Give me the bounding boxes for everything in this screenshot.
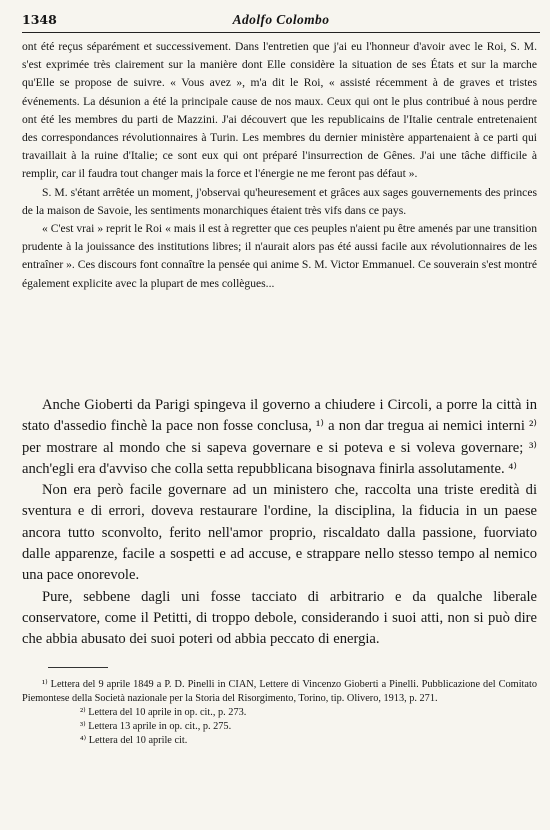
main-text — [22, 395, 537, 651]
quote-paragraph: ont été reçus séparément et successivement. Dans l'entretien que j'ai eu l'honneur d'avoir avec le Roi, S. M. s'est exprimée très clairement sur la manière dont Elle considère la situation de ses États et sur la marche qu'Elle se propose de suivre. « Vous avez », m'a dit le Roi, « assisté récemment à de graves et tristes événements. La désunion a été la principale cause de nos maux. Ceux qui ont le plus contribué à nous perdre ont été les membres du parti de Mazzini. J'ai découvert que les republicains de l'Italie centrale entretenaient des correspondances révolutionnaires à Turin. Les membres du dernier ministère appartenaient à ce parti qui travaillait à la ruine d'Italie; ce sont eux qui ont préparé l'insurrection de Gênes. J'ai une tâche difficile à remplir, car il faudra tout changer mais la force et l'énergie ne me feront pas défaut ». — [22, 40, 537, 181]
body-paragraph: Anche Gioberti da Parigi spingeva il governo a chiudere i Circoli, a porre la città in stato d'assedio finchè la pace non fosse conclusa, ¹⁾ a non dar tregua ai nemici interni ²⁾ per mostrare al mondo che si sapeva governare e si poteva e si voleva governare; ³⁾ anch'egli era d'avviso che colla setta repubblicana bisognava finirla assolutamente. ⁴⁾ — [22, 397, 537, 477]
quote-paragraph: S. M. s'étant arrêtée un moment, j'observai qu'heuresement et grâces aux sages gouvernements des princes de la maison de Savoie, les sentiments monarchiques étaient très vifs dans ce pays. — [22, 185, 537, 217]
footnote: ¹⁾ Lettera del 9 aprile 1849 a P. D. Pinelli in CIAN, Lettere di Vincenzo Gioberti a Pinelli. Pubblicazione del Comitato Piemontese della Società nazionale per la Storia del Risorgimento, Torino, tip. Olivero, 1913, p. 271. — [22, 679, 537, 704]
page-header — [22, 6, 540, 33]
page-number: 1348 — [22, 12, 57, 27]
running-title: Adolfo Colombo — [232, 12, 330, 27]
body-paragraph: Pure, sebbene dagli uni fosse tacciato di arbitrario e da qualche liberale conservatore, come il Petitti, di troppo debole, considerando i suoi atti, non si può dire che abbia abusato dei suoi poteri od abbia peccato di energia. — [22, 588, 537, 648]
quoted-french-passage — [22, 38, 537, 293]
footnote: ²⁾ Lettera del 10 aprile in op. cit., p. 273. — [80, 707, 247, 718]
quote-paragraph: « C'est vrai » reprit le Roi « mais il est à regretter que ces peuples n'aient pu être amenés par une transition prudente à la jouissance des institutions libres; il n'aurait alors pas été aussi facile aux révolutionnaires de les entraîner ». Ces discours font connaître la pensée qui anime S. M. Victor Emmanuel. Ce souverain s'est montré également explicite avec la plupart de mes collègues... — [22, 222, 537, 290]
body-paragraph: Non era però facile governare ad un ministero che, raccolta una triste eredità di sventura e di errori, doveva restaurare l'ordine, la disciplina, la fiducia in un paese ancora tutto sconvolto, ferito nell'amor proprio, riscaldato dalla passione, fuorviato dalle apparenze, facile a sospetti e ad accuse, e strappare nello stesso tempo al nemico una pace onorevole. — [22, 482, 537, 584]
footnote-separator — [48, 667, 108, 668]
footnote: ⁴⁾ Lettera del 10 aprile cit. — [80, 735, 188, 746]
footnote: ³⁾ Lettera 13 aprile in op. cit., p. 275. — [80, 721, 232, 732]
footnotes — [22, 678, 537, 748]
